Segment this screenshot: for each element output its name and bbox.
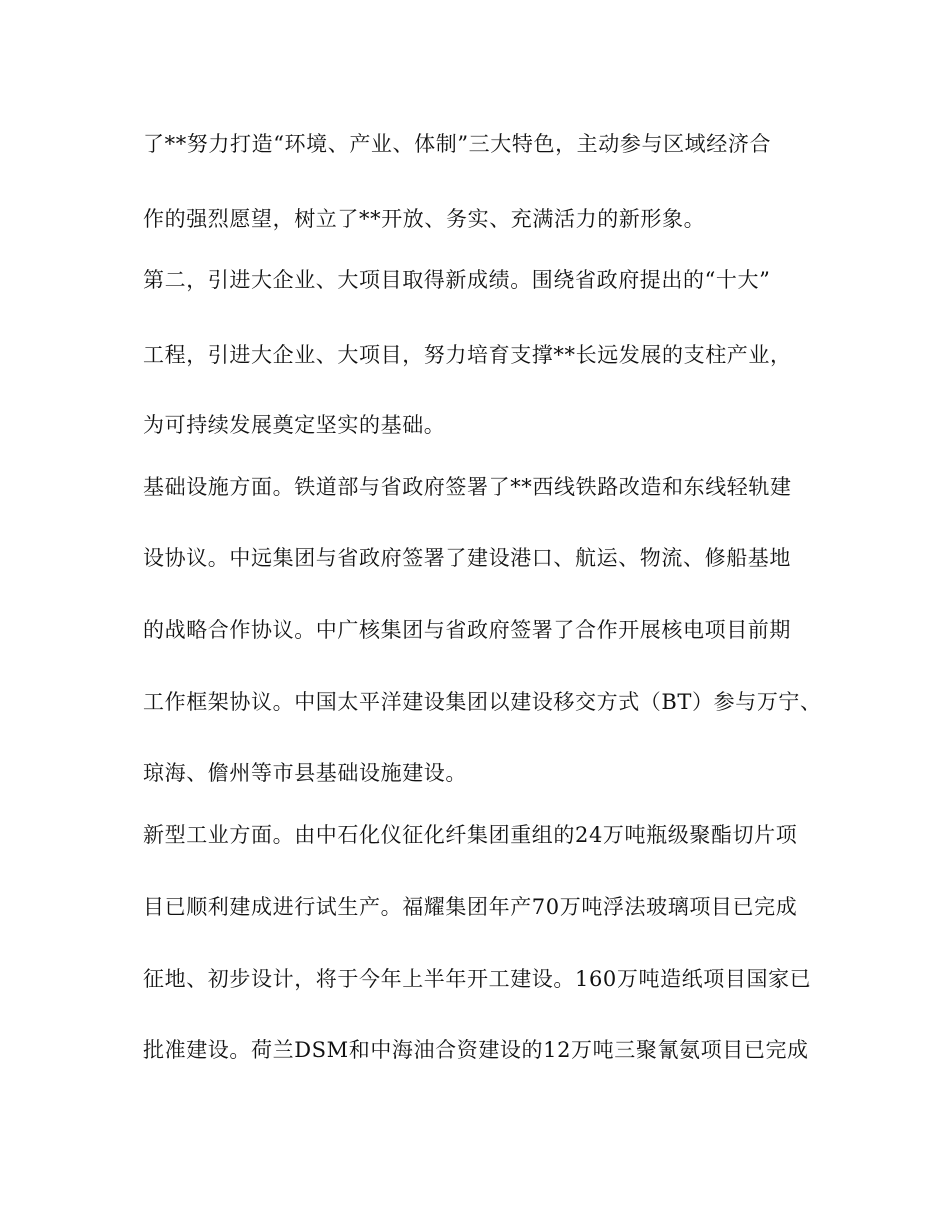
text-line: 新型工业方面。由中石化仪征化纤集团重组的24万吨瓶级聚酯切片项 [143, 823, 798, 847]
text-line: 工作框架协议。中国太平洋建设集团以建设移交方式（BT）参与万宁、 [143, 690, 822, 714]
text-line: 目已顺利建成进行试生产。福耀集团年产70万吨浮法玻璃项目已完成 [143, 895, 798, 919]
text-line: 琼海、儋州等市县基础设施建设。 [143, 761, 467, 785]
text-line: 为可持续发展奠定坚实的基础。 [143, 413, 446, 437]
text-line: 第二，引进大企业、大项目取得新成绩。围绕省政府提出的“十大” [143, 268, 771, 292]
text-line: 批准建设。荷兰DSM和中海油合资建设的12万吨三聚氰氨项目已完成 [143, 1038, 809, 1062]
text-line: 征地、初步设计，将于今年上半年开工建设。160万吨造纸项目国家已 [143, 967, 812, 991]
text-line: 基础设施方面。铁道部与省政府签署了**西线铁路改造和东线轻轨建 [143, 475, 792, 499]
text-line: 工程，引进大企业、大项目，努力培育支撑**长远发展的支柱产业， [143, 343, 792, 367]
text-line: 设协议。中远集团与省政府签署了建设港口、航运、物流、修船基地 [143, 546, 791, 570]
text-line: 的战略合作协议。中广核集团与省政府签署了合作开展核电项目前期 [143, 618, 791, 642]
text-line: 作的强烈愿望，树立了**开放、务实、充满活力的新形象。 [143, 207, 706, 231]
text-line: 了**努力打造“环境、产业、体制”三大特色，主动参与区域经济合 [143, 132, 772, 156]
